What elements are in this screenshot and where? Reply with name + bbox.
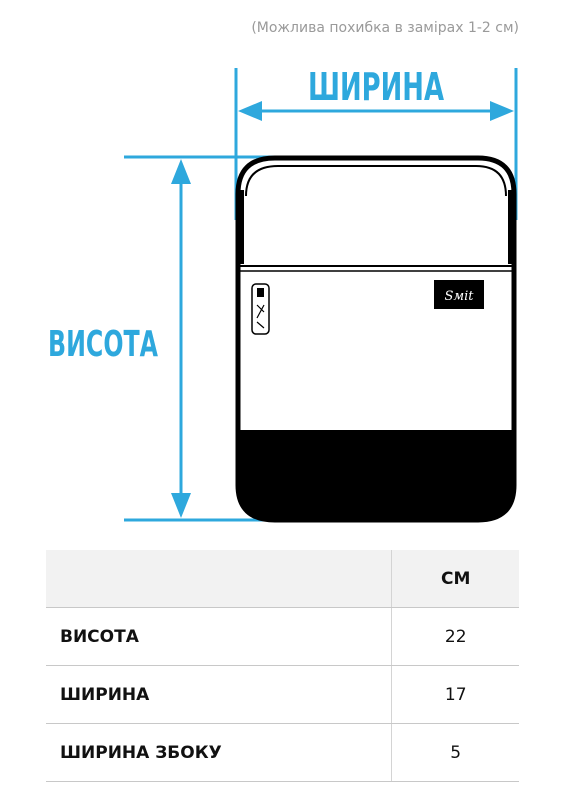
row-name: ШИРИНА [46, 666, 392, 724]
width-arrow-right-head [490, 101, 514, 121]
row-value: 17 [392, 666, 519, 724]
zipper-pull-icon [252, 284, 269, 334]
height-arrow-top-head [171, 159, 191, 184]
table-header-row [46, 550, 519, 608]
row-value: 22 [392, 608, 519, 666]
bag-illustration [236, 156, 518, 524]
table-row [46, 724, 519, 782]
height-arrow-bottom-head [171, 493, 191, 518]
table-row [46, 666, 519, 724]
row-value: 5 [392, 724, 519, 782]
brand-logo-text: Sмit [444, 289, 474, 304]
width-arrow-left-head [238, 101, 262, 121]
dimensions-table [46, 550, 519, 782]
height-label: ВИСОТА [48, 324, 159, 365]
row-name: ШИРИНА ЗБОКУ [46, 724, 392, 782]
table-header-unit: СМ [392, 550, 519, 608]
table-row [46, 608, 519, 666]
table-header-name [46, 550, 392, 608]
measurement-error-note: (Можлива похибка в замірах 1-2 см) [251, 20, 519, 36]
row-name: ВИСОТА [46, 608, 392, 666]
width-label: ШИРИНА [308, 65, 445, 109]
bag-bottom-panel [236, 430, 518, 524]
brand-logo [434, 280, 484, 309]
